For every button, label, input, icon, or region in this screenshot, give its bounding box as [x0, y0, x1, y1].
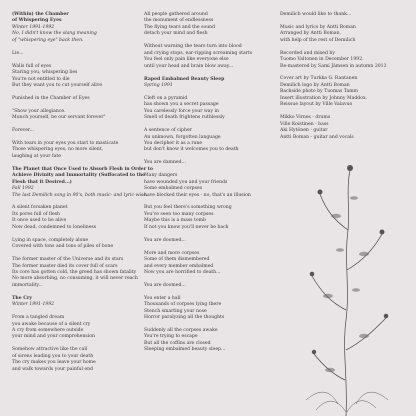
stanza-line: have wounded you and your friends: [144, 179, 228, 185]
stanza-line: You are doomed...: [144, 282, 186, 288]
song-section: [12, 296, 140, 373]
stanza: [144, 296, 272, 322]
stanza-line: More and more corpses: [144, 250, 200, 256]
song-section: [12, 166, 153, 290]
stanza-line: Re-mastered by Sami Jämsen in autumn 2013: [280, 63, 387, 69]
stanza-line: with help of the rest of Demilich: [280, 37, 356, 43]
stanza-line: The former master died its cover full of scars: [12, 263, 118, 269]
pen-illustration-flowering-plant: [276, 150, 416, 416]
stanza-line: Smell of death frightens ruthlessly: [144, 115, 225, 121]
stanza-line: With tears in your eyes you start to masticate: [12, 140, 119, 146]
stanza-line: If not you know you'll never be back: [144, 224, 229, 230]
stanza-line: of sirens leading you to your death: [12, 353, 94, 359]
stanza-line: Insert illustration by Johnny Maddox.: [280, 95, 368, 101]
stanza-line: "Show your allegiance.: [12, 108, 66, 114]
stanza-line: You've seen too many corpses: [144, 211, 214, 217]
song-meta-line: Winter 1991-1992: [12, 24, 55, 30]
stanza-line: Tuomo Valtonen in December 1992.: [280, 57, 364, 63]
stanza-line: have blocked their eyes - no, that's an illusion: [144, 192, 251, 198]
stanza: [144, 173, 272, 199]
song-section: [144, 12, 272, 70]
stanza-line: Some embalmed corpses: [144, 186, 203, 192]
stanza-line: Without warning the tears turn into blood: [144, 44, 242, 50]
stanza-line: All people gathered around: [144, 12, 208, 17]
stanza-line: Aki Hytönen - guitar: [280, 128, 328, 134]
stanza-line: Its pores full of flesh: [12, 211, 60, 217]
song-title-line: Raped Embalmed Beauty Sleep: [144, 76, 225, 82]
stanza-line: the monument of endlessness: [144, 18, 214, 24]
stanza: [144, 96, 272, 122]
stanza: [12, 96, 140, 102]
stanza-line: Thousands of corpses lying there: [144, 302, 222, 308]
stanza-line: Punished in the Chamber of Eyes: [12, 95, 90, 101]
song-meta-line: Winter 1991-1992: [12, 302, 55, 308]
stanza-line: Now you are horrified to death...: [144, 269, 221, 275]
stanza: [280, 76, 408, 108]
stanza-line: Walls full of eyes: [12, 63, 52, 69]
stanza-line: Some of them dismembered: [144, 257, 210, 263]
stanza: [280, 115, 408, 141]
song-meta: [12, 186, 148, 199]
song-title-line: The Planet that Once Used to Absorb Flesh in Order to: [12, 166, 153, 172]
stanza-line: immortality...: [12, 282, 43, 288]
stanza-line: You're not entitled to die: [12, 76, 70, 82]
stanza-line: Suddenly all the corpses awake: [144, 328, 218, 334]
stanza-line: But they want you to cut yourself alive: [12, 82, 103, 88]
song-section: [280, 12, 408, 141]
stanza-line: and every member embalmed: [144, 263, 214, 269]
stanza-line: your mind and your comprehension: [12, 334, 95, 340]
stanza-line: Arranged by Antti Boman,: [280, 31, 342, 37]
stanza-line: From a tangled dream: [12, 315, 65, 321]
stanza-line: An unknown, forgotten language: [144, 134, 221, 140]
song-meta-line: Spring 1991: [144, 82, 173, 88]
stanza-line: A sentence of cipher: [144, 128, 192, 134]
stanza-line: Cleft on a pyramid: [144, 95, 188, 101]
song-title-line: of Whispering Eyes: [12, 18, 62, 24]
song-section: [144, 77, 272, 354]
stanza-line: Lie...: [12, 50, 24, 56]
song-meta-line: Fall 1992: [12, 186, 34, 192]
stanza: [12, 257, 140, 289]
stanza-line: Music and lyrics by Antti Boman: [280, 24, 356, 30]
stanza-line: Many dangers: [144, 173, 178, 179]
stanza-line: You feel only pain like everyone else: [144, 57, 229, 63]
stanza-line: But you feel there's something wrong: [144, 205, 232, 211]
song-meta: [144, 83, 272, 89]
stanza-line: You're trying to escape: [144, 334, 198, 340]
stanza-line: Recorded and mixed by: [280, 50, 335, 56]
stanza-line: The flying tears and the sound: [144, 24, 216, 30]
song-title: [12, 12, 140, 25]
song-meta: [12, 302, 140, 308]
stanza-line: Forever...: [12, 128, 35, 134]
stanza-line: Maybe this is a mass tomb: [144, 218, 206, 224]
stanza-line: Stench smarting your nose: [144, 308, 207, 314]
stanza: [144, 251, 272, 277]
stanza: [144, 283, 272, 289]
stanza: [280, 25, 408, 44]
stanza: [12, 238, 140, 251]
stanza-line: Horror paralyzing all the thoughts: [144, 315, 225, 321]
stanza: [12, 205, 140, 231]
stanza-line: But all the coffins are closed: [144, 340, 211, 346]
stanza-line: Its core has gotten cold, the greed has shown fatality: [12, 269, 137, 275]
stanza-line: Covered with tons and tons of piles of bone: [12, 244, 114, 250]
stanza-line: Ville Koistinen - bass: [280, 121, 329, 127]
stanza-line: Mikko Virnes - drums: [280, 115, 331, 121]
stanza: [12, 128, 140, 134]
stanza-line: Lying in space, completely alone: [12, 237, 89, 243]
stanza-line: Somehow attractive like the call: [12, 347, 88, 353]
stanza-line: Those whispering eyes, no more silent,: [12, 147, 103, 153]
stanza-line: No more absorbing, no consuming, it will never reach: [12, 276, 138, 282]
stanza-line: The former master of the Universe and its stars: [12, 257, 124, 263]
stanza: [280, 51, 408, 70]
stanza-line: You enter a hall: [144, 295, 181, 301]
stanza-line: Antti Boman - guitar and vocals: [280, 134, 354, 140]
stanza-line: Demilich logo by Antti Boman: [280, 82, 350, 88]
lyrics-column-left: [12, 12, 153, 380]
stanza-line: A silent forsaken planet: [12, 205, 68, 211]
stanza: [144, 128, 272, 154]
song-title-line: Flesh that it Desired...): [12, 179, 72, 185]
stanza: [12, 64, 140, 90]
stanza: [12, 315, 140, 341]
song-title-line: (Within) the Chamber: [12, 12, 69, 17]
stanza-line: Munch yourself, be our servant forever": [12, 115, 106, 121]
stanza-line: You carelessly force your way in: [144, 108, 220, 114]
stanza-line: A cry from somewhere outside: [12, 328, 84, 334]
stanza: [144, 160, 272, 166]
stanza-line: You decipher it as a rune: [144, 141, 203, 146]
stanza: [144, 328, 272, 354]
stanza: [144, 44, 272, 70]
stanza: [12, 51, 140, 57]
stanza: [12, 347, 140, 373]
credits-column-right: [280, 12, 408, 147]
stanza: [12, 109, 140, 122]
stanza-line: Backside photo by Tuomas Tamm: [280, 89, 359, 95]
song-meta-line: The last Demilich song in 90's, both music- and lyric-wise.: [12, 192, 148, 198]
stanza-line: laughing at your fate: [12, 153, 61, 159]
stanza-line: until your head and brain blow away...: [144, 63, 234, 69]
stanza-line: It once used to be alive: [12, 218, 67, 224]
stanza-line: Sleeping embalmed beauty sleep...: [144, 347, 226, 353]
stanza-line: and crying stops, ear-ripping screaming starts: [144, 50, 253, 56]
stanza-line: detach your mind and flesh: [144, 31, 208, 37]
stanza-line: You are doomed...: [144, 237, 186, 243]
stanza-line: Staring you, whispering lies: [12, 70, 78, 76]
stanza-line: You are damned...: [144, 160, 186, 166]
stanza-line: Now dead, condemned to loneliness: [12, 224, 97, 230]
stanza-line: Demilich would like to thank...: [280, 12, 352, 17]
stanza-line: you awake because of a silent cry: [12, 321, 91, 327]
stanza: [144, 205, 272, 231]
lyrics-column-middle: [144, 12, 272, 360]
stanza-line: Cover art by Turkka G. Rantanen: [280, 76, 358, 82]
stanza: [280, 12, 408, 18]
stanza: [144, 238, 272, 244]
song-meta: [12, 25, 140, 44]
song-title-line: The Cry: [12, 295, 33, 301]
song-meta-line: No, I didn't know the slang meaning: [12, 31, 97, 37]
stanza-line: has shown you a secret passage: [144, 102, 219, 108]
stanza: [144, 12, 272, 38]
stanza-line: but don't know it welcomes you to death: [144, 147, 239, 153]
song-section: [12, 12, 140, 160]
song-title-line: Achieve Divinity and Immortality (Suffocated to the: [12, 173, 146, 179]
song-title: [12, 166, 153, 186]
stanza-line: Reissue layout by Ville Valavuo: [280, 102, 353, 108]
stanza-line: The cry makes you leave your home: [12, 360, 96, 366]
stanza-line: and walk towards your painful end: [12, 366, 94, 372]
stanza: [12, 141, 140, 160]
song-meta-line: of "whispering eye" back then.: [12, 37, 84, 43]
